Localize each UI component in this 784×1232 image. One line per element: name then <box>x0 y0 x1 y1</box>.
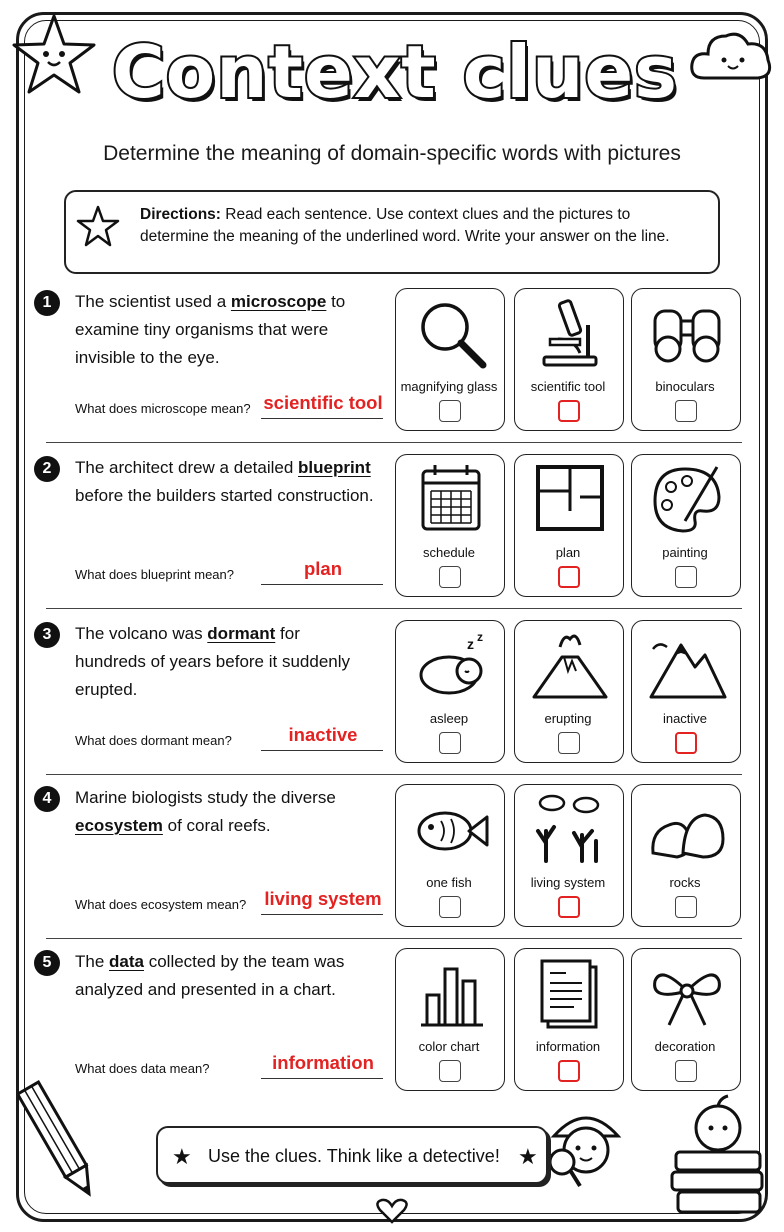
answer-line <box>261 584 383 585</box>
magnifying-glass-icon <box>411 295 491 369</box>
question-number: 4 <box>34 786 60 812</box>
question-number: 1 <box>34 290 60 316</box>
option-checkbox[interactable] <box>675 732 697 754</box>
question-sentence <box>75 454 375 510</box>
option-card[interactable] <box>514 620 624 763</box>
option-card[interactable] <box>514 784 624 927</box>
page-title: Context clues <box>111 30 679 114</box>
cloud-character-icon <box>686 20 776 90</box>
option-checkbox[interactable] <box>675 896 697 918</box>
section-divider <box>46 938 742 939</box>
question-4 <box>34 784 746 934</box>
question-sentence <box>75 620 375 704</box>
star-solid-icon: ★ <box>172 1144 192 1169</box>
option-checkbox[interactable] <box>675 566 697 588</box>
bar-chart-icon <box>411 955 491 1029</box>
svg-text:z: z <box>467 636 474 652</box>
microscope-icon <box>530 295 610 369</box>
option-checkbox[interactable] <box>439 400 461 422</box>
document-icon <box>530 955 610 1029</box>
question-1 <box>34 288 746 438</box>
answer-text[interactable]: living system <box>264 888 382 909</box>
option-card[interactable] <box>631 948 741 1091</box>
option-label: one fish <box>426 875 472 890</box>
floor-plan-icon <box>530 461 610 535</box>
question-number: 3 <box>34 622 60 648</box>
detective-kid-icon <box>540 1100 632 1200</box>
section-divider <box>46 608 742 609</box>
option-checkbox[interactable] <box>558 732 580 754</box>
question-sentence <box>75 288 375 372</box>
option-label: rocks <box>669 875 701 890</box>
answer-text[interactable]: scientific tool <box>263 392 383 413</box>
question-5 <box>34 948 746 1098</box>
target-word: ecosystem <box>75 816 163 835</box>
option-label: binoculars <box>655 379 715 394</box>
books-apple-icon <box>668 1094 768 1218</box>
directions-body: Read each sentence. Use context clues and the pictures to determine the meaning of the underlined word. Write your answer on the line. <box>140 206 670 245</box>
star-solid-icon: ★ <box>518 1144 538 1169</box>
star-character-icon <box>6 8 102 104</box>
option-checkbox[interactable] <box>675 1060 697 1082</box>
question-number: 5 <box>34 950 60 976</box>
sentence-after: to examine tiny organisms that were invisible to the eye. <box>75 292 346 367</box>
heart-icon <box>364 1196 420 1226</box>
svg-text:z: z <box>477 630 483 644</box>
question-3 <box>34 620 746 770</box>
option-label: asleep <box>429 711 469 726</box>
sentence-before: Marine biologists study the diverse <box>75 788 336 807</box>
option-label: schedule <box>422 545 476 560</box>
question-sentence <box>75 948 375 1004</box>
option-label: painting <box>662 545 708 560</box>
answer-line <box>261 418 383 419</box>
option-card[interactable] <box>514 454 624 597</box>
option-checkbox[interactable] <box>439 732 461 754</box>
question-prompt: What does blueprint mean? <box>75 567 234 582</box>
directions-box <box>64 190 720 274</box>
section-divider <box>46 442 742 443</box>
option-checkbox[interactable] <box>439 1060 461 1082</box>
page-subtitle: Determine the meaning of domain-specific words with pictures <box>103 142 681 165</box>
option-card[interactable] <box>631 784 741 927</box>
sentence-before: The volcano was <box>75 624 208 643</box>
option-card[interactable] <box>631 454 741 597</box>
sentence-after: for hundreds of years before it suddenly erupted. <box>75 624 351 699</box>
option-checkbox[interactable] <box>439 566 461 588</box>
option-card[interactable] <box>395 288 505 431</box>
question-2 <box>34 454 746 604</box>
question-number: 2 <box>34 456 60 482</box>
palette-icon <box>647 461 727 535</box>
option-label: living system <box>530 875 606 890</box>
mountain-icon <box>647 627 727 701</box>
option-checkbox[interactable] <box>675 400 697 422</box>
question-prompt: What does microscope mean? <box>75 401 251 416</box>
option-card[interactable] <box>514 948 624 1091</box>
directions-label: Directions: <box>140 206 221 223</box>
calendar-icon <box>411 461 491 535</box>
coral-reef-icon <box>530 791 610 865</box>
option-card[interactable] <box>631 288 741 431</box>
answer-text[interactable]: inactive <box>288 724 358 745</box>
footer-text: Use the clues. Think like a detective! <box>208 1146 500 1166</box>
answer-line <box>261 914 383 915</box>
question-prompt: What does data mean? <box>75 1061 210 1076</box>
rocks-icon <box>647 791 727 865</box>
sentence-before: The scientist used a <box>75 292 231 311</box>
option-label: color chart <box>418 1039 480 1054</box>
option-card[interactable] <box>395 784 505 927</box>
question-sentence <box>75 784 375 840</box>
option-checkbox[interactable] <box>558 400 580 422</box>
star-outline-icon <box>76 204 120 248</box>
erupting-volcano-icon <box>530 627 610 701</box>
sentence-after: collected by the team was analyzed and presented in a chart. <box>75 952 345 999</box>
section-divider <box>46 774 742 775</box>
option-card[interactable] <box>395 948 505 1091</box>
option-label: plan <box>555 545 581 560</box>
sentence-after: before the builders started construction. <box>75 486 374 505</box>
sentence-before: The architect drew a detailed <box>75 458 299 477</box>
option-card[interactable] <box>395 454 505 597</box>
target-word: microscope <box>230 292 327 311</box>
sentence-after: of coral reefs. <box>162 816 271 835</box>
answer-line <box>261 1078 383 1079</box>
target-word: data <box>109 952 144 971</box>
option-checkbox[interactable] <box>558 1060 580 1082</box>
option-label: scientific tool <box>530 379 606 394</box>
option-label: inactive <box>662 711 708 726</box>
footer-banner <box>156 1126 548 1184</box>
option-label: erupting <box>544 711 592 726</box>
option-label: magnifying glass <box>400 379 498 394</box>
sleeping-bear-icon <box>411 627 491 701</box>
directions-text <box>140 204 700 248</box>
question-prompt: What does ecosystem mean? <box>75 897 247 912</box>
fish-icon <box>411 791 491 865</box>
target-word: dormant <box>207 624 276 643</box>
option-card[interactable] <box>631 620 741 763</box>
option-checkbox[interactable] <box>439 896 461 918</box>
option-checkbox[interactable] <box>558 566 580 588</box>
answer-line <box>261 750 383 751</box>
option-card[interactable] <box>514 288 624 431</box>
option-label: decoration <box>654 1039 716 1054</box>
answer-text[interactable]: information <box>272 1052 374 1073</box>
option-checkbox[interactable] <box>558 896 580 918</box>
question-prompt: What does dormant mean? <box>75 733 232 748</box>
bow-icon <box>647 955 727 1029</box>
sentence-before: The <box>75 952 110 971</box>
option-card[interactable] <box>395 620 505 763</box>
binoculars-icon <box>647 295 727 369</box>
answer-text[interactable]: plan <box>303 558 343 579</box>
target-word: blueprint <box>298 458 371 477</box>
option-label: information <box>535 1039 601 1054</box>
